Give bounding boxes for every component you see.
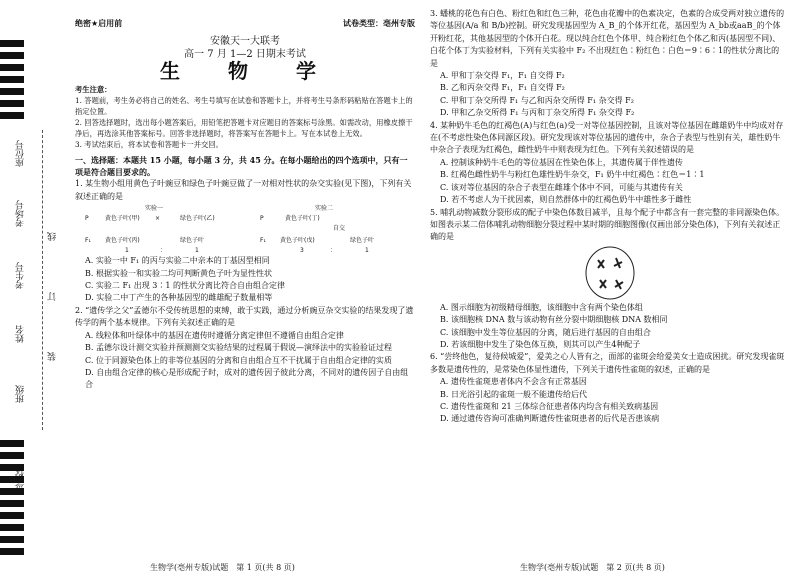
- option: D. 若不考虑人为干扰因素，则自然群体中的红褐色奶牛中雄性多于雌性: [440, 195, 692, 205]
- question-stem: 5. 哺乳动物减数分裂形成的配子中染色体数目减半，且每个配子中都含有一套完整的非同源染色体。如图表示某二倍体哺乳动物细胞分裂过程中某时期的细胞图像(仅画出部分染色体)，下列有关叙述正确的是: [430, 207, 785, 242]
- cut-line-label: 装: [48, 352, 58, 361]
- diagram-label: ：: [160, 247, 167, 255]
- diagram-label: 自交: [333, 225, 346, 233]
- strip-bar: [0, 524, 24, 531]
- diagram-label: 绿色子叶: [180, 237, 205, 245]
- strip-bar: [0, 548, 24, 555]
- option: D. 通过遗传咨询可准确判断遗传性雀斑患者的后代是否患该病: [440, 414, 660, 424]
- diagram-label: 黄色子叶(戊): [280, 237, 315, 245]
- question-stem: 4. 某种奶牛毛色的红褐色(A)与红色(a)受一对等位基因控制，且该对等位基因在雌雄奶牛中均成对存在(不考虑性染色体同源区段)。研究发现该对等位基因的遗传中，杂合子表型与性别有关，雄性奶牛中杂合子表现为红褐色，雌性奶牛中则表现为红色。下列有关叙述错误的是: [430, 120, 784, 155]
- option: D. 实验二中丁产生的各种基因型的雌雄配子数量相等: [85, 293, 273, 303]
- option: D. 甲和乙杂交所得 F₁ 与丙和丁杂交所得 F₁ 杂交得 F₂: [440, 108, 635, 118]
- question-stem: 1. 某生物小组用黄色子叶豌豆和绿色子叶豌豆做了一对相对性状的杂交实验(见下图)，下列有关叙述正确的是: [75, 179, 412, 201]
- diagram-label: P: [85, 215, 89, 223]
- diagram-label: F₁: [260, 237, 266, 245]
- cross-diagram: [75, 203, 415, 255]
- option: A. 实验一中 F₁ 的丙与实验二中亲本的丁基因型相同: [85, 256, 270, 266]
- option: A. 线粒体和叶绿体中的基因在遗传时遵循分离定律但不遵循自由组合定律: [85, 330, 344, 340]
- paper-type-label: 试卷类型：亳州专版: [343, 19, 415, 28]
- option: C. 遗传性雀斑和 21 三体综合征患者体内均含有相关致病基因: [440, 401, 659, 411]
- binding-strip: [0, 0, 68, 579]
- page-left: [75, 18, 415, 392]
- option: D. 若该细胞中发生了染色体互换，则其可以产生4种配子: [440, 339, 641, 349]
- question-stem: 2. “遗传学之父”孟德尔不受传统思想的束缚，敢于实践，通过分析豌豆杂交实验的结果发现了遗传学的两个基本规律。下列有关叙述正确的是: [75, 305, 414, 328]
- option: C. 该对等位基因的杂合子表型在雌雄个体中不同，可能与其遗传有关: [440, 182, 683, 192]
- cut-line: [42, 130, 43, 430]
- strip-bar: [0, 536, 24, 543]
- option: B. 红褐色雌性奶牛与粉红色雄性奶牛杂交，F₁ 奶牛中红褐色∶红色＝1∶1: [440, 170, 705, 180]
- chromosome-upper: [598, 258, 622, 268]
- strip-bar: [0, 112, 24, 119]
- seat-label: 座位号: [16, 140, 26, 167]
- section-heading: 一、选择题：本题共 15 小题，每小题 3 分，共 45 分。在每小题给出的四个选项中，只有一项是符合题目要求的。: [75, 154, 408, 178]
- diagram-label: 1: [195, 247, 199, 255]
- option: B. 乙和丙杂交得 F₁，F₁ 自交得 F₂: [440, 83, 565, 93]
- subject-title: 生 物 学: [160, 59, 330, 84]
- option: A. 甲和丁杂交得 F₁，F₁ 自交得 F₂: [440, 71, 565, 81]
- question-stem: 6. “尝终他色，复待候城爱”，爱美之心人皆有之，面部的雀斑会给爱美女士造成困扰。研究发现雀斑多数是遗传性的，是常染色体显性遗传，下列关于遗传性雀斑的叙述，正确的是: [430, 352, 785, 374]
- cell-figure: [430, 244, 785, 302]
- cell-diagram: [430, 244, 785, 302]
- option: D. 自由组合定律的核心是形成配子时，成对的遗传因子彼此分离，不同对的遗传因子自由组合: [85, 367, 409, 390]
- diagram-label: 实验二: [315, 205, 334, 213]
- diagram-label: P: [260, 215, 264, 223]
- diagram-label: 3: [300, 247, 304, 255]
- footer-left: 生物学(亳州专版)试题 第 1 页(共 8 页): [150, 563, 295, 572]
- candidate-label: 考生号: [16, 262, 26, 289]
- diagram-label: 黄色子叶(甲): [105, 215, 140, 223]
- option: C. 位于同源染色体上的非等位基因的分离和自由组合互不干扰属于自由组合定律的实质: [85, 355, 392, 365]
- page-header: [75, 18, 415, 30]
- question-stem: 3. 蟠桃的花色有白色、粉红色和红色三种，花色由花瓣中的色素决定，色素的合成受两对独立遗传的等位基因(A/a 和 B/b)控制。研究发现基因型为 A_B_的个体开红花，基因型为 A_bb或aaB_的个体开粉红花，其他基因型的个体开白花。现以纯合红色个体甲、纯合粉红色个体乙和丙(基因型不同)、白花个体丁为实验材料，下列有关实验中 F₂ 不出现红色∶粉红色∶白色＝9∶6∶1的性状分离比的是: [430, 9, 785, 68]
- page-right: [430, 8, 785, 426]
- option: A. 控制该种奶牛毛色的等位基因在性染色体上，其遗传属于伴性遗传: [440, 157, 683, 167]
- diagram-label: ×: [155, 215, 161, 223]
- room-label: 考场号: [16, 200, 26, 227]
- cell-membrane: [586, 247, 634, 299]
- notice-heading: 考生注意：: [75, 84, 112, 94]
- diagram-label: ：: [330, 247, 337, 255]
- diagram-label: 1: [365, 247, 369, 255]
- strip-bar: [0, 100, 24, 107]
- option: C. 实验二 F₁ 出现 3∶1 的性状分离比符合自由组合定律: [85, 281, 286, 291]
- diagram-label: 1: [125, 247, 129, 255]
- confidential-label: 绝密★启用前: [75, 19, 123, 28]
- diagram-label: 黄色子叶(丙): [105, 237, 140, 245]
- notice-item: 1. 答题前，考生务必将自己的姓名、考生号填写在试卷和答题卡上，并将考生号条形码粘贴在答题卡上的指定位置。: [75, 95, 413, 116]
- option: B. 根据实验一和实验二均可判断黄色子叶为显性性状: [85, 268, 272, 278]
- diagram-label: F₁: [85, 237, 91, 245]
- cut-line-label: 线: [48, 232, 58, 241]
- option: A. 图示细胞为初级精母细胞，该细胞中含有两个染色体组: [440, 302, 643, 312]
- chromosome-lower: [600, 280, 623, 289]
- cut-line-label: 订: [48, 292, 58, 301]
- exam-name: 高一 7 月 1—2 日期末考试: [184, 48, 306, 60]
- name-label: 姓名: [16, 325, 26, 343]
- strip-bar: [0, 52, 24, 59]
- class-label: 班级: [16, 385, 26, 403]
- strip-bar: [0, 512, 24, 519]
- strip-bar: [0, 488, 24, 495]
- strip-bar: [0, 88, 24, 95]
- diagram-label: 绿色子叶(乙): [180, 215, 215, 223]
- diagram-label: 实验一: [145, 205, 164, 213]
- exam-org: 安徽天一大联考: [210, 36, 280, 48]
- diagram-label: 绿色子叶: [350, 237, 375, 245]
- school-label: 学校: [16, 470, 26, 488]
- option: C. 甲和丁杂交所得 F₁ 与乙和丙杂交所得 F₁ 杂交得 F₂: [440, 95, 634, 105]
- option: C. 该细胞中发生等位基因的分离，随后进行基因的自由组合: [440, 327, 651, 337]
- footer-right: 生物学(亳州专版)试题 第 2 页(共 8 页): [520, 563, 665, 572]
- option: B. 孟德尔设计测交实验并预测测交实验结果的过程属于假说—演绎法中的实验验证过程: [85, 343, 392, 353]
- notice-item: 2. 回答选择题时，选出每小题答案后，用铅笔把答题卡对应题目的答案标号涂黑。如需改动，用橡皮擦干净后，再选涂其他答案标号。回答非选择题时，将答案写在答题卡上。写在本试卷上无效。: [75, 117, 413, 138]
- option: B. 该细胞核 DNA 数与该动物有丝分裂中期细胞核 DNA 数相同: [440, 315, 668, 325]
- candidate-notice: [75, 84, 415, 150]
- notice-item: 3. 考试结束后，将本试卷和答题卡一并交回。: [75, 139, 223, 149]
- strip-bar: [0, 440, 24, 447]
- strip-bar: [0, 40, 24, 47]
- option: A. 遗传性雀斑患者体内不会含有正常基因: [440, 377, 587, 387]
- option: B. 日光浴引起的雀斑一般不能遗传给后代: [440, 389, 587, 399]
- strip-bar: [0, 500, 24, 507]
- diagram-label: 黄色子叶(丁): [285, 215, 320, 223]
- strip-bar: [0, 64, 24, 71]
- strip-bar: [0, 452, 24, 459]
- strip-bar: [0, 76, 24, 83]
